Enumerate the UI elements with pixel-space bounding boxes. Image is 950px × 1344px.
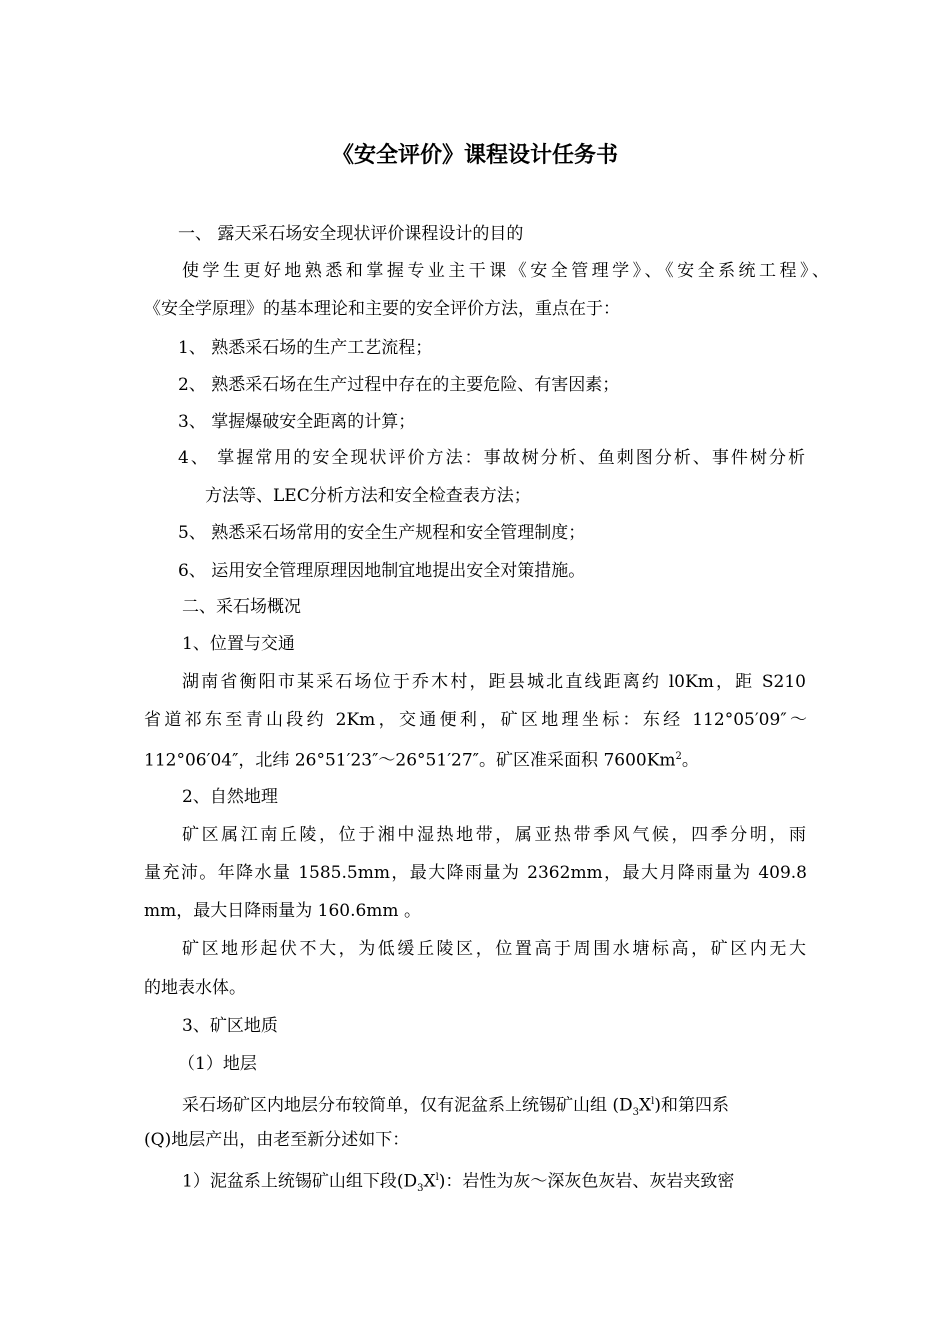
section-heading-overview: 二、采石场概况 (182, 597, 301, 617)
list-item-continuation: 方法等、LEC分析方法和安全检查表方法； (205, 486, 531, 506)
text-run: 112°06′04″，北纬 26°51′23″～26°51′27″。矿区准采面积 7600Km (144, 750, 676, 771)
subsubsection-heading: （1）地层 (178, 1054, 257, 1074)
subsection-heading: 1、位置与交通 (182, 634, 295, 654)
superscript: 2 (675, 751, 682, 762)
list-item: 6、 运用安全管理原理因地制宜地提出安全对策措施。 (178, 561, 586, 581)
superscript: l (651, 1096, 655, 1107)
text-run: 采石场矿区内地层分布较简单，仅有泥盆系上统锡矿山组 (D (182, 1095, 633, 1116)
paragraph-line (182, 1090, 729, 1125)
text-run: )：岩性为灰～深灰色灰岩、灰岩夹致密 (438, 1171, 735, 1192)
superscript: l (435, 1172, 439, 1183)
text-run: 1）泥盆系上统锡矿山组下段(D (182, 1171, 418, 1192)
text-run: X (639, 1095, 652, 1116)
subscript: 3 (417, 1183, 424, 1195)
text-run: 。 (681, 750, 699, 771)
list-item: 1、 熟悉采石场的生产工艺流程； (178, 338, 433, 358)
paragraph-line: 《安全学原理》的基本理论和主要的安全评价方法，重点在于： (144, 299, 620, 319)
paragraph-line: 矿区地形起伏不大，为低缓丘陵区，位置高于周围水塘标高，矿区内无大 (182, 939, 806, 959)
paragraph-line: 省道祁东至青山段约 2Km，交通便利，矿区地理坐标：东经 112°05′09″～ (144, 710, 807, 730)
paragraph-line: 使学生更好地熟悉和掌握专业主干课《安全管理学》、《安全系统工程》、 (182, 261, 829, 281)
text-run: X (423, 1171, 436, 1192)
paragraph-line (144, 745, 699, 773)
paragraph-line: 湖南省衡阳市某采石场位于乔木村，距县城北直线距离约 l0Km，距 S210 (182, 672, 806, 692)
text-run: )和第四系 (654, 1095, 729, 1116)
paragraph-line: (Q)地层产出，由老至新分述如下： (144, 1130, 410, 1150)
paragraph-line: 的地表水体。 (144, 978, 246, 998)
subsection-heading: 3、矿区地质 (182, 1016, 278, 1036)
subsection-heading: 2、自然地理 (182, 787, 278, 807)
list-item: 5、 熟悉采石场常用的安全生产规程和安全管理制度； (178, 523, 586, 543)
list-item: 3、 掌握爆破安全距离的计算； (178, 412, 416, 432)
paragraph-line: 量充沛。年降水量 1585.5mm，最大降雨量为 2362mm，最大月降雨量为 409.8 (144, 863, 807, 883)
section-heading-purpose: 一、 露天采石场安全现状评价课程设计的目的 (178, 224, 524, 244)
subscript: 3 (632, 1107, 640, 1119)
paragraph-line: mm，最大日降雨量为 160.6mm 。 (144, 901, 421, 921)
document-title: 《安全评价》课程设计任务书 (331, 143, 618, 168)
list-item: 4、 掌握常用的安全现状评价方法：事故树分析、鱼刺图分析、事件树分析 (178, 448, 805, 468)
paragraph-line (182, 1166, 734, 1201)
list-item: 2、 熟悉采石场在生产过程中存在的主要危险、有害因素； (178, 375, 620, 395)
paragraph-line: 矿区属江南丘陵，位于湘中湿热地带，属亚热带季风气候，四季分明，雨 (182, 825, 806, 845)
